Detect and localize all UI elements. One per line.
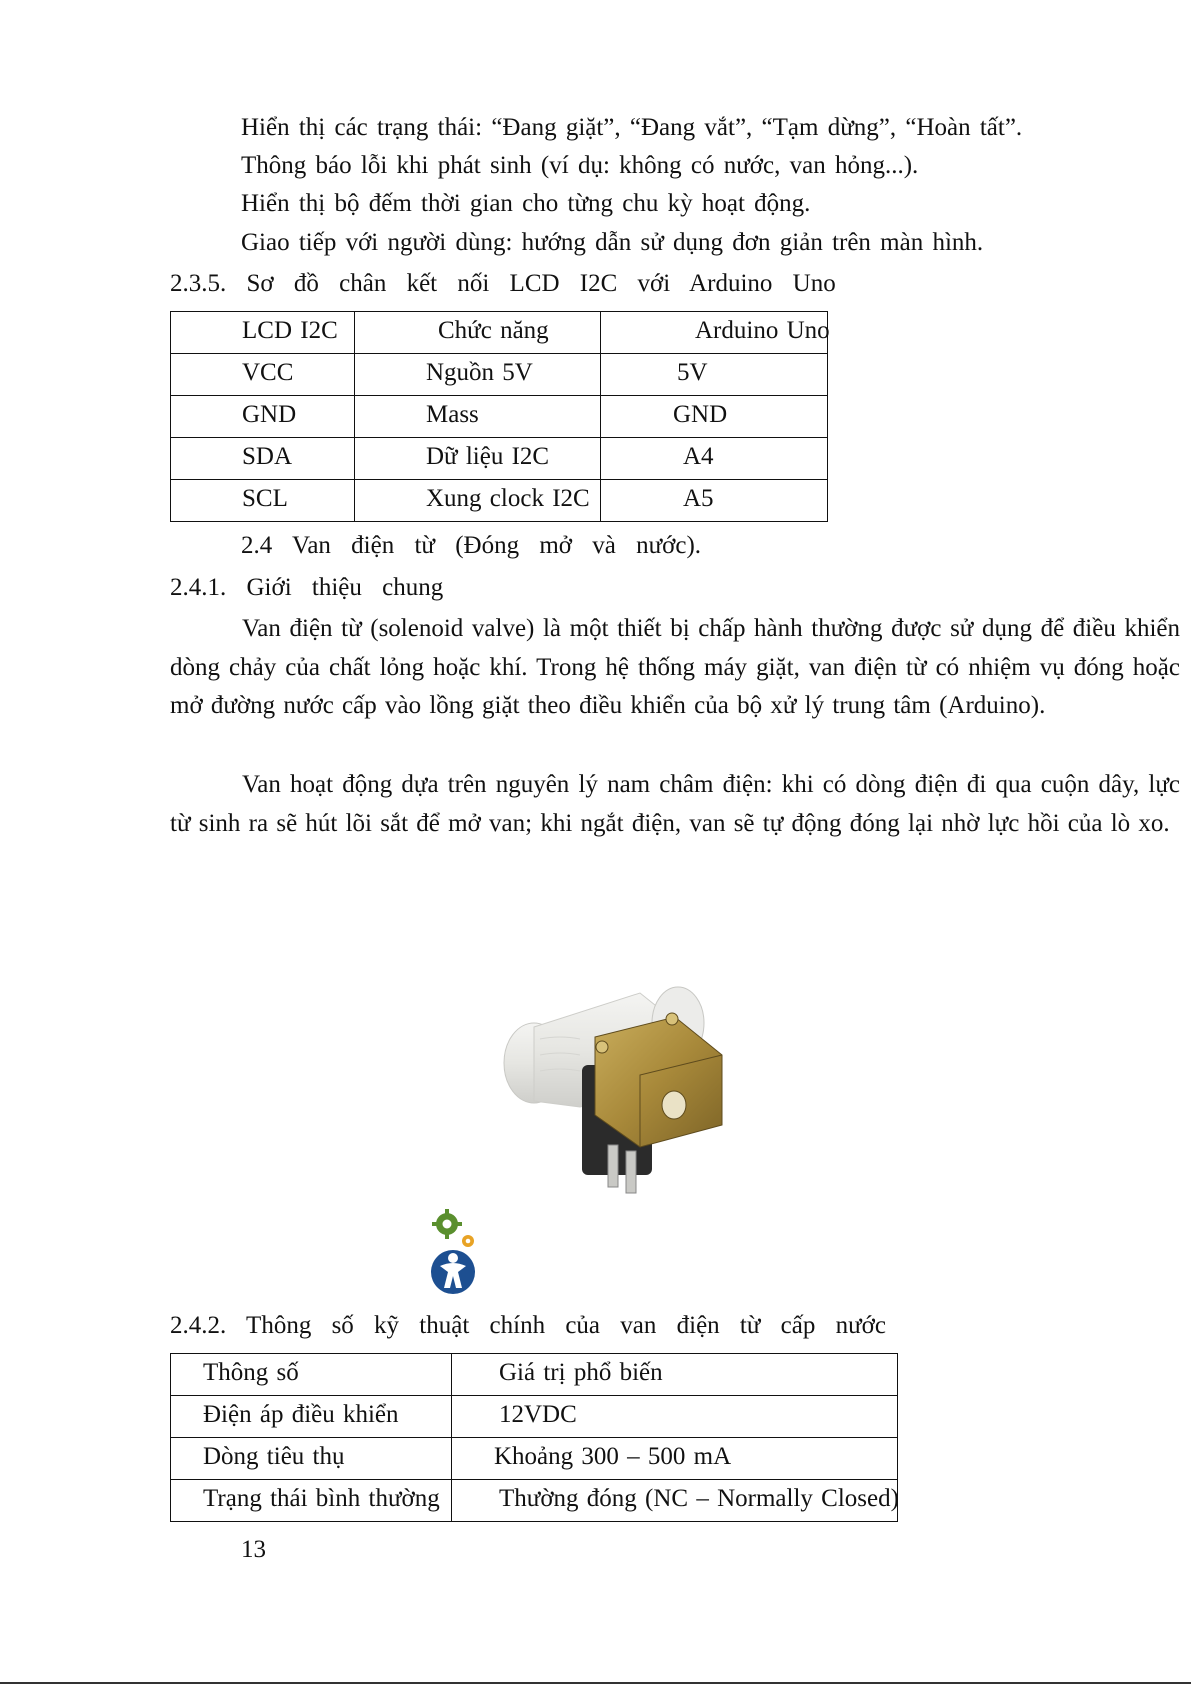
table-cell: SCL xyxy=(171,480,355,522)
table-row xyxy=(171,438,828,480)
page-bottom-rule xyxy=(0,1682,1191,1684)
table-row xyxy=(171,1480,898,1522)
table-cell: Khoảng 300 – 500 mA xyxy=(452,1438,898,1480)
table-row xyxy=(171,354,828,396)
table-header-row xyxy=(171,1354,898,1396)
logo-icon xyxy=(428,1208,480,1296)
section-heading-2-4: 2.4 Van điện từ (Đóng mở và nước). xyxy=(241,532,702,559)
table-cell: SDA xyxy=(171,438,355,480)
table-cell: GND xyxy=(601,396,828,438)
table-row xyxy=(171,480,828,522)
bullet-item: Hiển thị bộ đếm thời gian cho từng chu kỳ hoạt động. xyxy=(241,190,811,217)
section-heading-2-4-1: 2.4.1. Giới thiệu chung xyxy=(170,574,444,601)
pin-mapping-table xyxy=(170,311,828,522)
table-header-cell: Thông số xyxy=(171,1354,452,1396)
bullet-item: Hiển thị các trạng thái: “Đang giặt”, “Đang vắt”, “Tạm dừng”, “Hoàn tất”. xyxy=(241,114,1023,141)
solenoid-valve-image xyxy=(490,975,750,1205)
table-cell: Thường đóng (NC – Normally Closed) xyxy=(452,1480,898,1522)
table-cell: 5V xyxy=(601,354,828,396)
table-cell: Trạng thái bình thường xyxy=(171,1480,452,1522)
table-row xyxy=(171,396,828,438)
table-row xyxy=(171,1396,898,1438)
table-cell: VCC xyxy=(171,354,355,396)
table-header-cell: Chức năng xyxy=(355,312,601,354)
table-header-cell: LCD I2C xyxy=(171,312,355,354)
table-row xyxy=(171,1438,898,1480)
table-cell: Nguồn 5V xyxy=(355,354,601,396)
table-cell: 12VDC xyxy=(452,1396,898,1438)
table-cell: Mass xyxy=(355,396,601,438)
table-header-cell: Giá trị phổ biến xyxy=(452,1354,898,1396)
table-cell: GND xyxy=(171,396,355,438)
bullet-item: Giao tiếp với người dùng: hướng dẫn sử dụng đơn giản trên màn hình. xyxy=(241,229,984,256)
table-cell: Dữ liệu I2C xyxy=(355,438,601,480)
table-cell: Điện áp điều khiển xyxy=(171,1396,452,1438)
table-cell: A5 xyxy=(601,480,828,522)
table-cell: A4 xyxy=(601,438,828,480)
paragraph-principle: Van hoạt động dựa trên nguyên lý nam châm điện: khi có dòng điện đi qua cuộn dây, lực từ sinh ra sẽ hút lõi sắt để mở van; khi ngắt điện, van sẽ tự động đóng lại nhờ lực hồi của lò xo. xyxy=(170,771,1180,837)
paragraph-intro: Van điện từ (solenoid valve) là một thiết bị chấp hành thường được sử dụng để điều khiển dòng chảy của chất lỏng hoặc khí. Trong hệ thống máy giặt, van điện từ có nhiệm vụ đóng hoặc mở đường nước cấp vào lồng giặt theo điều khiển của bộ xử lý trung tâm (Arduino). xyxy=(170,615,1180,719)
section-heading-2-4-2: 2.4.2. Thông số kỹ thuật chính của van điện từ cấp nước xyxy=(170,1312,886,1339)
table-header-cell: Arduino Uno xyxy=(601,312,828,354)
table-header-row xyxy=(171,312,828,354)
section-heading-2-3-5: 2.3.5. Sơ đồ chân kết nối LCD I2C với Arduino Uno xyxy=(170,270,836,297)
bullet-item: Thông báo lỗi khi phát sinh (ví dụ: không có nước, van hỏng...). xyxy=(241,152,919,179)
page-number: 13 xyxy=(241,1536,266,1563)
table-cell: Xung clock I2C xyxy=(355,480,601,522)
table-cell: Dòng tiêu thụ xyxy=(171,1438,452,1480)
valve-spec-table xyxy=(170,1353,898,1522)
